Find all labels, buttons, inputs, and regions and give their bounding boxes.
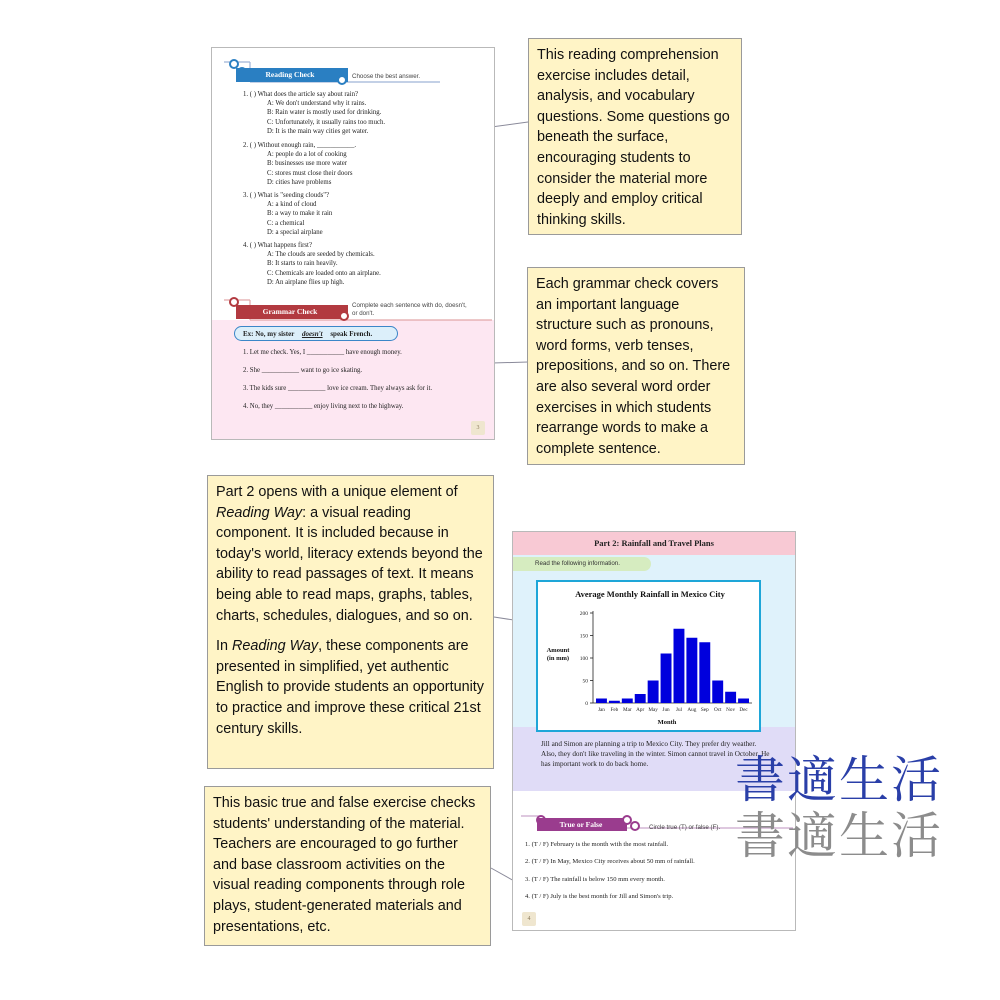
- chart-x-tick-label: Oct: [713, 707, 722, 713]
- chart-x-tick-label: Sep: [700, 707, 709, 713]
- chart-title: Average Monthly Rainfall in Mexico City: [575, 589, 725, 599]
- page-number: 4: [522, 912, 536, 926]
- sample-page-3: [211, 47, 495, 440]
- watermark-blue: 書適生活: [735, 751, 943, 809]
- truefalse-item-1: 1. (T / F) February is the month with the most rainfall.: [525, 841, 669, 848]
- chart-y-tick-label: 0: [585, 701, 588, 707]
- option: D: It is the main way cities get water.: [267, 127, 369, 135]
- part2-instruction: Read the following information.: [513, 557, 651, 571]
- option: C: a chemical: [267, 219, 305, 227]
- chart-xlabel: Month: [657, 719, 677, 726]
- chart-y-tick-label: 150: [579, 633, 588, 640]
- chart-x-tick-label: Jan: [597, 707, 605, 713]
- example-suffix: speak French.: [330, 330, 373, 338]
- grammar-sentence-2: 2. She ___________ want to go ice skating.: [243, 367, 363, 374]
- chart-x-tick-label: Feb: [610, 707, 619, 713]
- option: B: businesses use more water: [267, 160, 348, 168]
- option: A: We don't understand why it rains.: [267, 100, 367, 108]
- callout-part2-paragraph-2: In Reading Way, these components are presented in simplified, yet authentic English to provide students an opportunity to practice and improve these critical 21st century skills.: [216, 638, 484, 737]
- callout-part2: [207, 475, 494, 769]
- callout-reading-text: This reading comprehension exercise includes detail, analysis, and vocabulary questions. Some questions go beneath the surface, encouraging students to consider the material more deeply and employ critical thinking skills.: [537, 47, 730, 228]
- grammar-example: [234, 326, 398, 341]
- grammar-sentence-3: 3. The kids sure ___________ love ice cream. They always ask for it.: [243, 385, 433, 392]
- option: B: Rain water is mostly used for drinking.: [267, 109, 382, 117]
- chart-bar: [686, 638, 697, 703]
- reading-check-label: Reading Check: [265, 70, 315, 79]
- callout-part2-paragraph-1: Part 2 opens with a unique element of Reading Way: a visual reading component. It is included because in today's world, literacy extends beyond the ability to read passages of text. It means being able to read maps, graphs, tables, charts, schedules, dialogues, and so on.: [216, 484, 483, 624]
- chart-x-tick-label: May: [648, 707, 658, 713]
- chart-x-tick-label: Nov: [726, 707, 736, 713]
- option: A: people do a lot of cooking: [267, 151, 347, 159]
- reading-passage: Jill and Simon are planning a trip to Mexico City. They prefer dry weather. Also, they don't like traveling in the winter. Simon cannot travel in October. He has important work to do back home.: [541, 740, 770, 768]
- chart-bar: [648, 681, 659, 704]
- chart-x-tick-label: Jul: [675, 707, 682, 713]
- reading-check-instruction: Choose the best answer.: [352, 73, 421, 80]
- chart-ylabel-line2: (in mm): [546, 655, 570, 662]
- page-number: 3: [471, 421, 485, 435]
- example-answer: doesn't: [301, 330, 323, 338]
- option: C: Chemicals are loaded onto an airplane.: [267, 269, 381, 277]
- chart-y-tick-label: 100: [579, 656, 588, 662]
- chart-bar: [596, 699, 607, 704]
- callout-reading: [528, 38, 742, 235]
- truefalse-item-3: 3. (T / F) The rainfall is below 150 mm every month.: [525, 876, 665, 883]
- chart-bar: [609, 701, 620, 703]
- callout-truefalse: [204, 786, 491, 946]
- callout-grammar: [527, 267, 745, 465]
- callout-grammar-text: Each grammar check covers an important language structure such as pronouns, word forms, verb tenses, prepositions, and so on. There are also several word order exercises in which students rearrange words to make a complete sentence.: [536, 276, 731, 457]
- chart-x-tick-label: Aug: [687, 707, 697, 713]
- question-stem: 2. ( ) Without enough rain, ___________.: [243, 142, 357, 149]
- truefalse-instruction: Circle true (T) or false (F).: [649, 824, 721, 831]
- option: B: It starts to rain heavily.: [267, 260, 338, 268]
- option: D: a special airplane: [267, 228, 323, 236]
- option: A: The clouds are seeded by chemicals.: [267, 251, 375, 259]
- chart-bar: [725, 692, 736, 703]
- rainfall-chart-svg: [538, 582, 759, 730]
- chart-bar: [712, 681, 723, 704]
- example-prefix: Ex: No, my sister: [243, 330, 295, 338]
- chart-bar: [738, 699, 749, 704]
- option: C: Unfortunately, it usually rains too much.: [267, 118, 386, 126]
- callout-truefalse-text: This basic true and false exercise checks students' understanding of the material. Teachers are encouraged to go further and base classroom activities on the visual reading components through role plays, student-generated materials and presentations, etc.: [213, 795, 476, 935]
- question-3: [243, 191, 332, 237]
- option: C: stores must close their doors: [267, 169, 353, 177]
- chart-bar: [699, 642, 710, 703]
- grammar-check-instruction: Complete each sentence with do, doesn't, or don't.: [352, 302, 467, 317]
- grammar-sentence-1: 1. Let me check. Yes, I ___________ have enough money.: [243, 349, 402, 356]
- chart-x-tick-label: Dec: [739, 707, 748, 713]
- option: D: An airplane flies up high.: [267, 278, 345, 286]
- chart-x-tick-label: Mar: [622, 707, 632, 713]
- grammar-check-label: Grammar Check: [262, 307, 318, 316]
- truefalse-item-4: 4. (T / F) July is the best month for Jill and Simon's trip.: [525, 893, 674, 900]
- chart-y-tick-label: 50: [582, 678, 588, 685]
- chart-bar: [622, 699, 633, 704]
- question-stem: 1. ( ) What does the article say about rain?: [243, 91, 358, 98]
- option: D: cities have problems: [267, 178, 332, 186]
- chart-y-tick-label: 200: [579, 611, 588, 617]
- option: A: a kind of cloud: [267, 201, 317, 209]
- question-1: [243, 90, 385, 136]
- chart-bar: [635, 694, 646, 703]
- question-4: [243, 241, 381, 287]
- option: B: a way to make it rain: [267, 210, 333, 218]
- question-2: [243, 141, 356, 187]
- rainfall-chart: [536, 580, 761, 732]
- chart-x-tick-label: Jun: [662, 707, 670, 713]
- chart-ylabel-line1: Amount: [546, 647, 570, 654]
- question-stem: 3. ( ) What is "seeding clouds"?: [243, 192, 330, 199]
- chart-x-tick-label: Apr: [636, 707, 645, 713]
- chart-bar: [674, 629, 685, 703]
- truefalse-item-2: 2. (T / F) In May, Mexico City receives about 50 mm of rainfall.: [525, 858, 695, 865]
- watermark-gray: 書適生活: [735, 807, 943, 865]
- chart-bar: [661, 654, 672, 704]
- truefalse-label: True or False: [559, 820, 603, 829]
- question-stem: 4. ( ) What happens first?: [243, 242, 312, 249]
- grammar-sentence-4: 4. No, they ___________ enjoy living next to the highway.: [243, 403, 404, 410]
- part2-title: Part 2: Rainfall and Travel Plans: [513, 532, 795, 555]
